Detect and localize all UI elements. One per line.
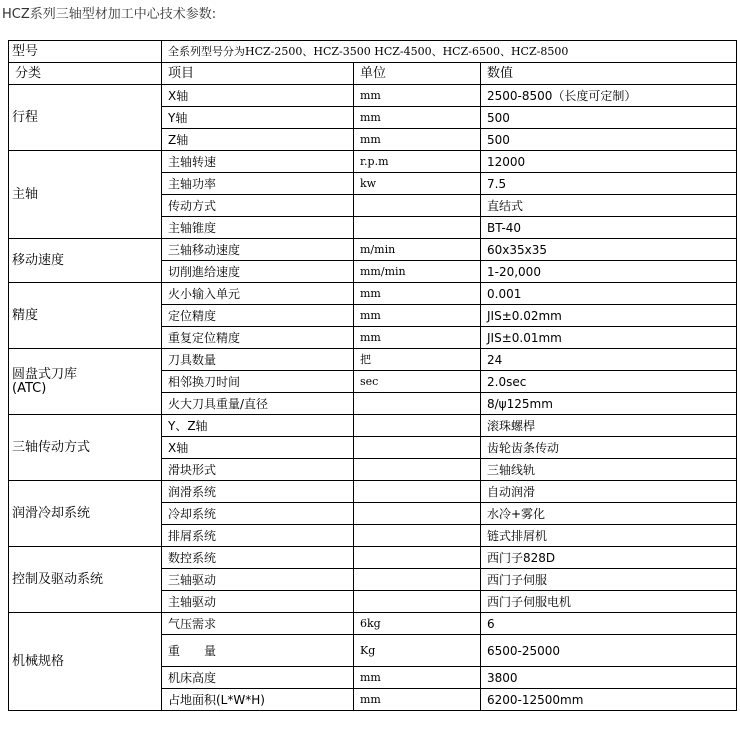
unit-cell: Kg [354, 635, 481, 667]
item-cell: 传动方式 [162, 195, 354, 217]
category-cell: 行程 [9, 85, 162, 151]
unit-cell: mm [354, 107, 481, 129]
unit-cell: r.p.m [354, 151, 481, 173]
value-cell: 6500-25000 [481, 635, 737, 667]
item-cell: 润滑系统 [162, 481, 354, 503]
item-cell: 主轴驱动 [162, 591, 354, 613]
value-cell: 500 [481, 129, 737, 151]
value-cell: 12000 [481, 151, 737, 173]
unit-cell [354, 195, 481, 217]
item-cell: Z轴 [162, 129, 354, 151]
unit-cell [354, 569, 481, 591]
value-cell: 西门子伺服 [481, 569, 737, 591]
table-row [9, 239, 737, 261]
unit-cell [354, 393, 481, 415]
category-cell: 润滑冷却系统 [9, 481, 162, 547]
model-value: 全系列型号分为HCZ-2500、HCZ-3500 HCZ-4500、HCZ-6500、HCZ-8500 [162, 41, 737, 63]
item-cell: 滑块形式 [162, 459, 354, 481]
category-cell: 圆盘式刀库 (ATC) [9, 349, 162, 415]
value-cell: 自动润滑 [481, 481, 737, 503]
header-value: 数值 [481, 63, 737, 85]
item-cell: 重 量 [162, 635, 354, 667]
unit-cell: mm [354, 283, 481, 305]
value-cell: 1-20,000 [481, 261, 737, 283]
item-cell: 主轴转速 [162, 151, 354, 173]
value-cell: 24 [481, 349, 737, 371]
header-unit: 单位 [354, 63, 481, 85]
spec-table-body [9, 41, 737, 711]
category-cell: 机械规格 [9, 613, 162, 711]
spec-table [8, 40, 737, 711]
table-row [9, 85, 737, 107]
value-cell: 2500-8500（长度可定制） [481, 85, 737, 107]
category-cell: 控制及驱动系统 [9, 547, 162, 613]
unit-cell: kw [354, 173, 481, 195]
unit-cell: m/min [354, 239, 481, 261]
item-cell: 占地面积(L*W*H) [162, 689, 354, 711]
item-cell: 数控系统 [162, 547, 354, 569]
value-cell: 西门子828D [481, 547, 737, 569]
category-cell: 精度 [9, 283, 162, 349]
header-item: 项目 [162, 63, 354, 85]
value-cell: 水冷+雾化 [481, 503, 737, 525]
unit-cell [354, 547, 481, 569]
item-cell: 主轴功率 [162, 173, 354, 195]
value-cell: 60x35x35 [481, 239, 737, 261]
unit-cell: 6kg [354, 613, 481, 635]
table-row [9, 151, 737, 173]
unit-cell [354, 437, 481, 459]
page-title: HCZ系列三轴型材加工中心技术参数: [2, 7, 217, 22]
table-row [9, 481, 737, 503]
unit-cell: mm [354, 327, 481, 349]
table-row [9, 547, 737, 569]
value-cell: 三轴线轨 [481, 459, 737, 481]
item-cell: 排屑系统 [162, 525, 354, 547]
value-cell: JIS±0.01mm [481, 327, 737, 349]
model-row [9, 41, 737, 63]
item-cell: X轴 [162, 85, 354, 107]
category-cell: 主轴 [9, 151, 162, 239]
value-cell: 西门子伺服电机 [481, 591, 737, 613]
unit-cell [354, 481, 481, 503]
category-cell: 移动速度 [9, 239, 162, 283]
header-category: 分类 [9, 63, 162, 85]
unit-cell: sec [354, 371, 481, 393]
value-cell: 链式排屑机 [481, 525, 737, 547]
value-cell: 直结式 [481, 195, 737, 217]
item-cell: 定位精度 [162, 305, 354, 327]
value-cell: BT-40 [481, 217, 737, 239]
value-cell: 齿轮齿条传动 [481, 437, 737, 459]
item-cell: Y、Z轴 [162, 415, 354, 437]
unit-cell [354, 525, 481, 547]
unit-cell [354, 217, 481, 239]
value-cell: JIS±0.02mm [481, 305, 737, 327]
unit-cell [354, 415, 481, 437]
item-cell: 火大刀具重量/直径 [162, 393, 354, 415]
item-cell: 三轴移动速度 [162, 239, 354, 261]
item-cell: 三轴驱动 [162, 569, 354, 591]
table-row [9, 613, 737, 635]
unit-cell: mm [354, 689, 481, 711]
item-cell: 气压需求 [162, 613, 354, 635]
value-cell: 2.0sec [481, 371, 737, 393]
item-cell: 切削進给速度 [162, 261, 354, 283]
item-cell: 刀具数量 [162, 349, 354, 371]
item-cell: 重复定位精度 [162, 327, 354, 349]
value-cell: 6 [481, 613, 737, 635]
category-cell: 三轴传动方式 [9, 415, 162, 481]
item-cell: 机床高度 [162, 667, 354, 689]
unit-cell: mm [354, 305, 481, 327]
item-cell: 主轴锥度 [162, 217, 354, 239]
model-label: 型号 [9, 41, 162, 63]
item-cell: 冷却系统 [162, 503, 354, 525]
table-row [9, 283, 737, 305]
value-cell: 3800 [481, 667, 737, 689]
unit-cell [354, 503, 481, 525]
value-cell: 7.5 [481, 173, 737, 195]
item-cell: 相邻换刀时间 [162, 371, 354, 393]
item-cell: Y轴 [162, 107, 354, 129]
unit-cell [354, 591, 481, 613]
value-cell: 8/ψ125mm [481, 393, 737, 415]
value-cell: 0.001 [481, 283, 737, 305]
unit-cell: mm [354, 667, 481, 689]
header-row [9, 63, 737, 85]
unit-cell: mm/min [354, 261, 481, 283]
value-cell: 500 [481, 107, 737, 129]
table-row [9, 415, 737, 437]
item-cell: 火小输入单元 [162, 283, 354, 305]
unit-cell [354, 459, 481, 481]
value-cell: 滚珠螺桿 [481, 415, 737, 437]
table-row [9, 349, 737, 371]
unit-cell: mm [354, 85, 481, 107]
value-cell: 6200-12500mm [481, 689, 737, 711]
unit-cell: 把 [354, 349, 481, 371]
item-cell: X轴 [162, 437, 354, 459]
unit-cell: mm [354, 129, 481, 151]
